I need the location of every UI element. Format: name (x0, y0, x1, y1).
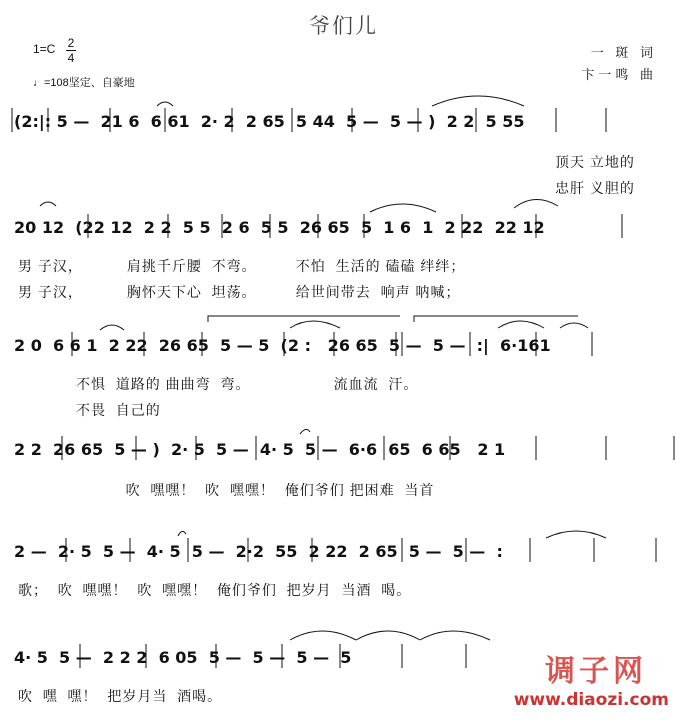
score-line-6: 4· 5 5 — 2 2 2 6 05 5 — 5 — 5 — 5 (14, 648, 352, 667)
slur (432, 96, 524, 106)
site-watermark-logo: 调子网 (545, 654, 647, 689)
composer-credit: 卞一鸣 曲 (581, 67, 657, 82)
lyric-line-1-verse-1: 顶天 立地的 (555, 154, 635, 170)
tempo-text: =108坚定、自豪地 (44, 77, 135, 89)
lyric-line-3-verse-2: 不畏 自己的 (76, 402, 161, 418)
tempo-marking (33, 74, 135, 90)
song-title: 爷们儿 (309, 15, 378, 38)
time-signature-bottom: 4 (67, 51, 75, 65)
lyric-line-2-verse-1: 男 子汉， 肩挑千斤腰 不弯。 不怕 生活的 磕磕 绊绊； (18, 258, 466, 274)
score-line-4: 2 2 26 65 5 — ) 2· 5 5 — 4· 5 5 — 6·6 65 6 65 2 1 (14, 440, 506, 459)
score-line-2: 20 12 (22 12 2 2 5 5 2 6 5 5 26 65 5 1 6 1 2 22 22 12 (14, 218, 545, 237)
time-signature-top: 2 (67, 36, 75, 50)
lyric-line-2-verse-2: 男 子汉， 胸怀天下心 坦荡。 给世间带去 响声 呐喊； (18, 284, 461, 300)
lyric-line-4: 吹 嘿嘿！ 吹 嘿嘿！ 俺们爷们 把困难 当首 (18, 482, 435, 498)
site-watermark-url: www.diaozi.com (513, 690, 669, 710)
time-signature (66, 36, 76, 65)
lyric-line-5: 歌； 吹 嘿嘿！ 吹 嘿嘿！ 俺们爷们 把岁月 当酒 喝。 (18, 582, 412, 598)
slur (157, 102, 173, 106)
lyric-line-6: 吹 嘿 嘿！ 把岁月当 酒喝。 (18, 688, 223, 704)
lyric-line-3-verse-1: 不惧 道路的 曲曲弯 弯。 流血流 汗。 (76, 376, 419, 392)
score-line-3: 2 0 6 6 1 2 22 26 65 5 — 5 (2 : 26 65 5 — 5 — :| 6·161 (14, 336, 551, 355)
score-line-1: (2:|: 5 — 21 6 6 61 2· 2 2 65 5 44 5 — 5 — ) 2 2 5 55 (14, 112, 525, 131)
key-signature: 1=C (33, 42, 56, 56)
quarter-note-icon: ♩ (33, 77, 44, 89)
score-line-5: 2 — 2· 5 5 — 4· 5 5 — 2·2 55 2 22 2 65 5 — 5 — : (14, 542, 503, 561)
lyric-line-1-verse-2: 忠肝 义胆的 (555, 180, 635, 196)
lyricist-credit: 一 斑 词 (590, 45, 657, 60)
